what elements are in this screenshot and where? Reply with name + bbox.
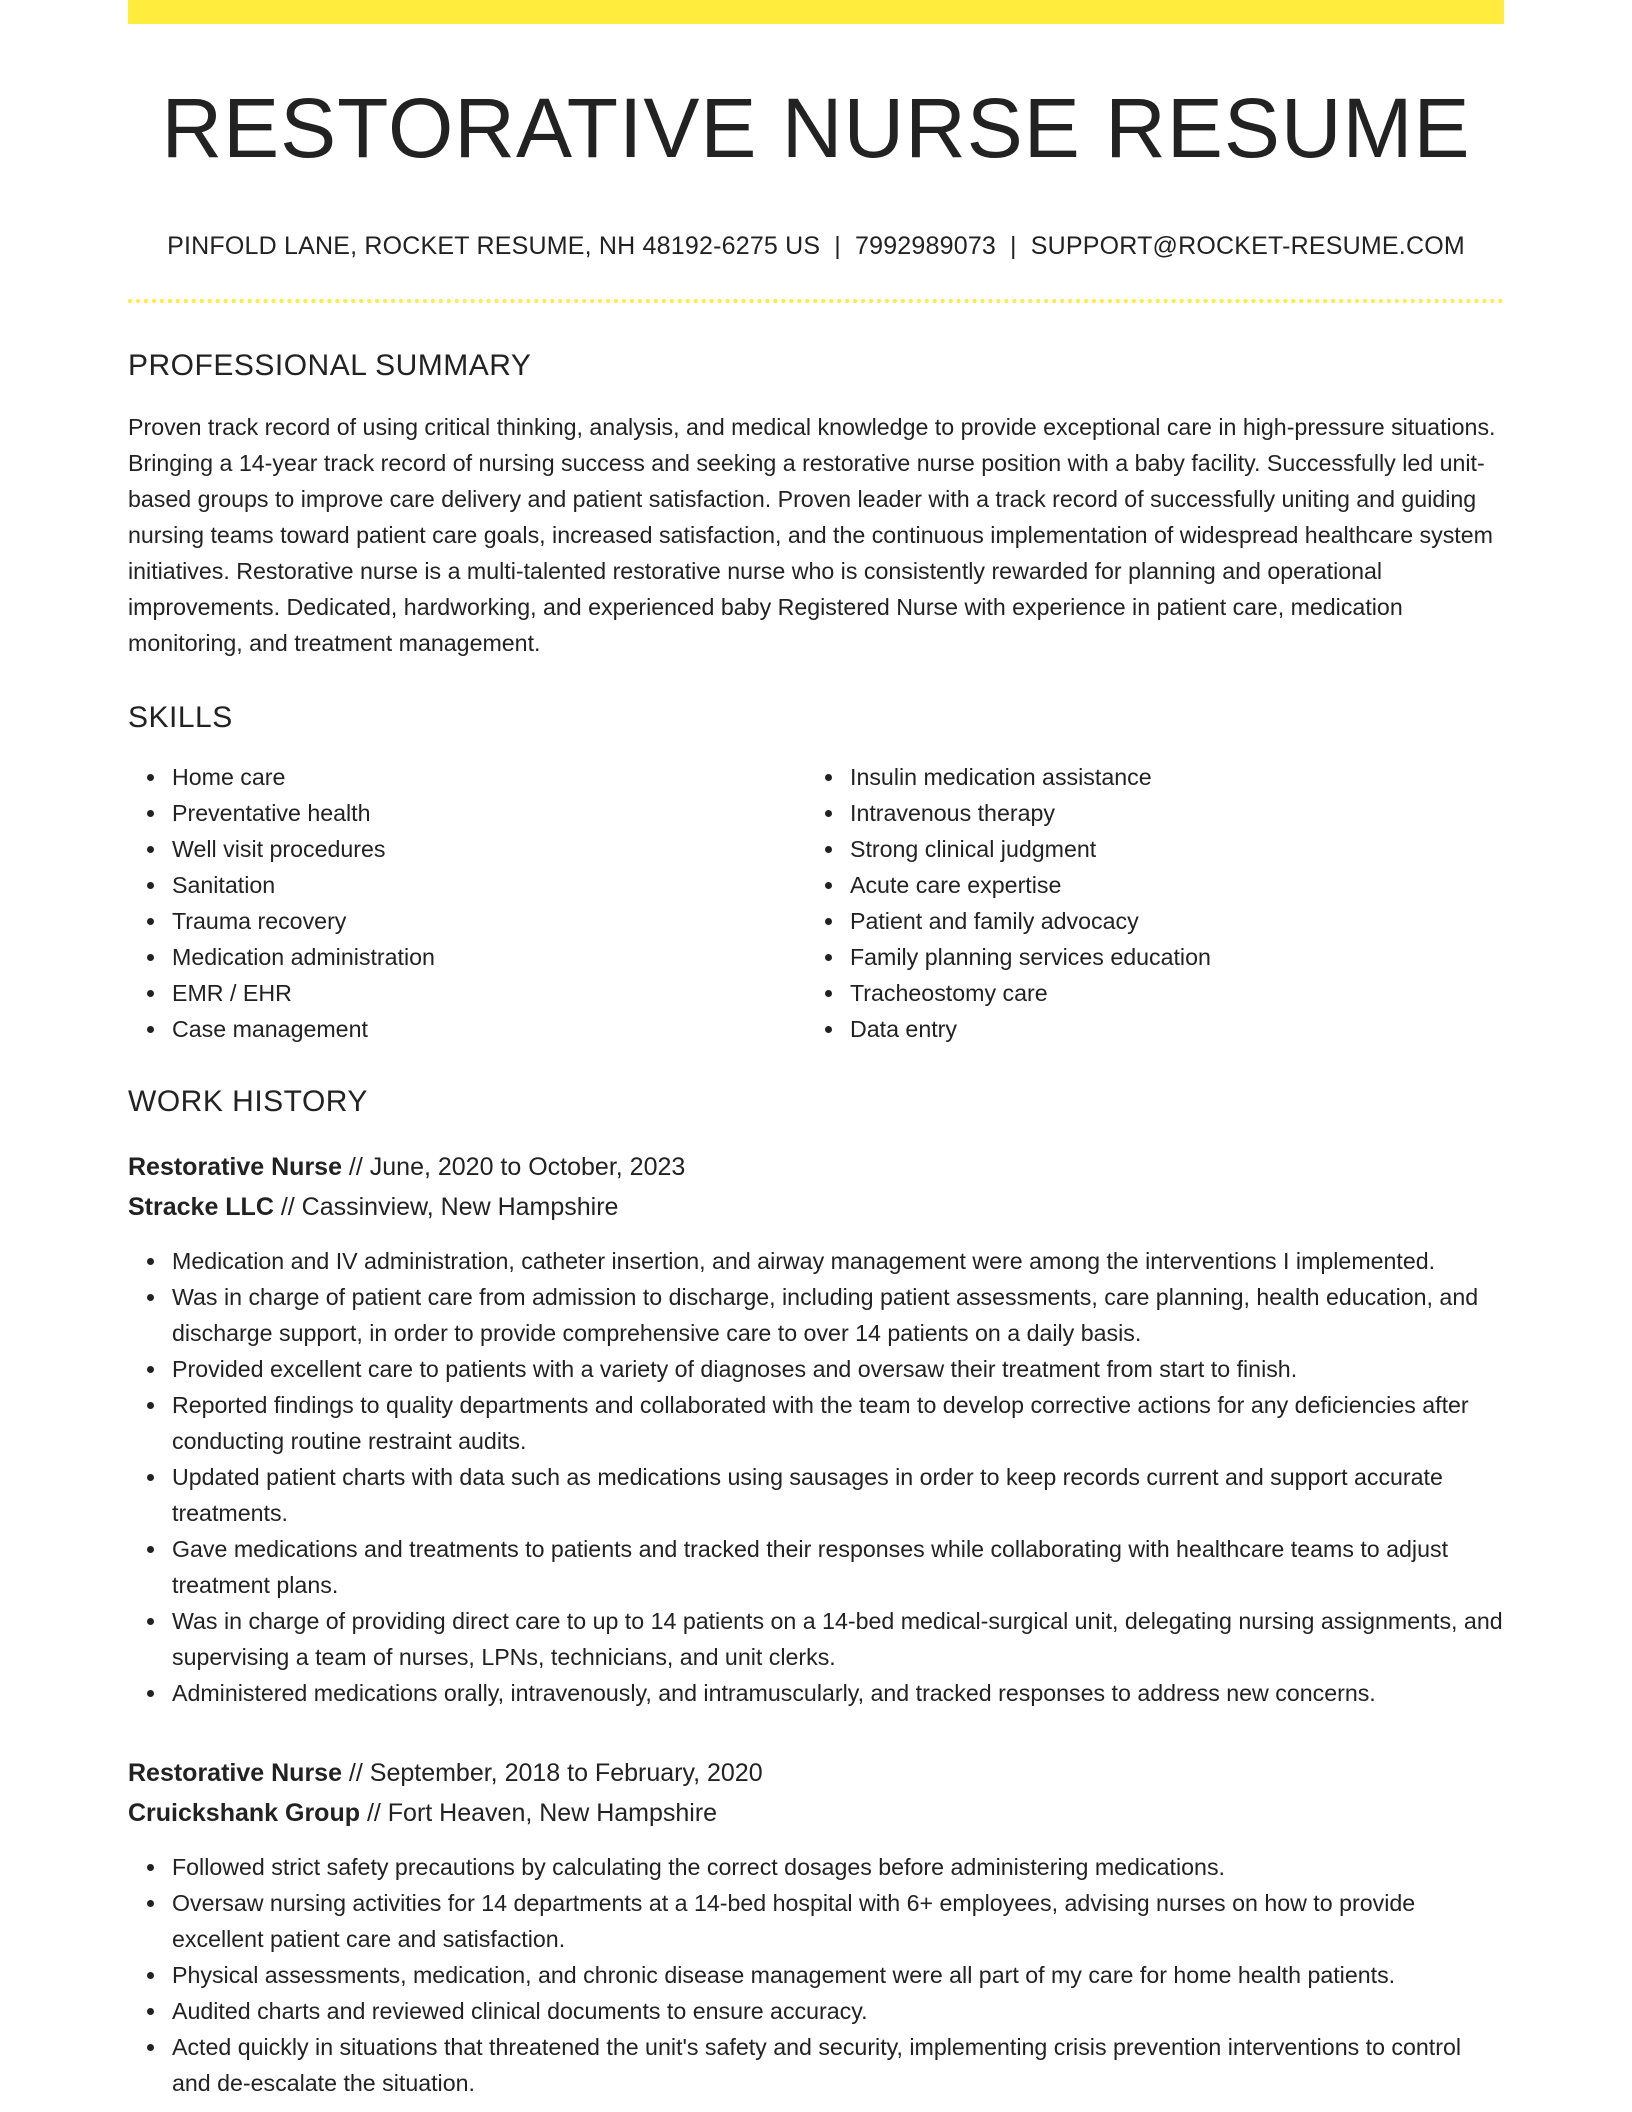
skill-item: Strong clinical judgment (850, 831, 1504, 867)
job-dates: // September, 2018 to February, 2020 (341, 1759, 763, 1788)
skills-column-left (128, 759, 806, 1047)
job-dates: // June, 2020 to October, 2023 (341, 1153, 686, 1182)
job-role-line (128, 1753, 1504, 1793)
skill-item: Intravenous therapy (850, 795, 1504, 831)
job-company-line (128, 1793, 1504, 1833)
contact-separator: | (834, 232, 841, 261)
job-bullet: Gave medications and treatments to patients and tracked their responses while collaborating with healthcare teams to adjust treatment plans. (172, 1531, 1504, 1603)
job-bullet: Audited charts and reviewed clinical documents to ensure accuracy. (172, 1993, 1504, 2029)
skill-item: Patient and family advocacy (850, 903, 1504, 939)
job-company: Cruickshank Group (128, 1799, 360, 1828)
job-company: Stracke LLC (128, 1193, 274, 1222)
skill-item: Trauma recovery (172, 903, 806, 939)
dotted-divider (128, 299, 1504, 303)
job-bullet: Reported findings to quality departments and collaborated with the team to develop corrective actions for any deficiencies after conducting routine restraint audits. (172, 1387, 1504, 1459)
job-bullet: Acted quickly in situations that threatened the unit's safety and security, implementing crisis prevention interventions to control and de-escalate the situation. (172, 2029, 1504, 2101)
skill-item: EMR / EHR (172, 975, 806, 1011)
top-accent-bar (128, 0, 1504, 24)
job-role: Restorative Nurse (128, 1759, 342, 1788)
job-bullet: Medication and IV administration, catheter insertion, and airway management were among the interventions I implemented. (172, 1243, 1504, 1279)
work-history-heading: WORK HISTORY (128, 1085, 368, 1119)
skill-item: Well visit procedures (172, 831, 806, 867)
skill-item: Acute care expertise (850, 867, 1504, 903)
skill-item: Preventative health (172, 795, 806, 831)
resume-title: RESTORATIVE NURSE RESUME (161, 81, 1471, 175)
job-role: Restorative Nurse (128, 1153, 342, 1182)
job-bullet: Followed strict safety precautions by calculating the correct dosages before administering medications. (172, 1849, 1504, 1885)
job-bullet: Administered medications orally, intravenously, and intramuscularly, and tracked responses to address new concerns. (172, 1675, 1504, 1711)
job-bullet: Was in charge of patient care from admission to discharge, including patient assessments, care planning, health education, and discharge support, in order to provide comprehensive care to over 14 patients on a daily basis. (172, 1279, 1504, 1351)
job-bullet-list (128, 1243, 1504, 1711)
skill-item: Data entry (850, 1011, 1504, 1047)
skills-grid (128, 759, 1504, 1047)
skill-item: Family planning services education (850, 939, 1504, 975)
skills-heading: SKILLS (128, 701, 233, 735)
job-bullet: Physical assessments, medication, and chronic disease management were all part of my care for home health patients. (172, 1957, 1504, 1993)
job-bullet: Provided excellent care to patients with a variety of diagnoses and oversaw their treatment from start to finish. (172, 1351, 1504, 1387)
job-bullet: Updated patient charts with data such as medications using sausages in order to keep records current and support accurate treatments. (172, 1459, 1504, 1531)
job-bullet: Was in charge of providing direct care to up to 14 patients on a 14-bed medical-surgical unit, delegating nursing assignments, and supervising a team of nurses, LPNs, technicians, and unit clerks. (172, 1603, 1504, 1675)
skills-column-right (806, 759, 1504, 1047)
job-bullet-list (128, 1849, 1504, 2101)
resume-page (128, 0, 1504, 2101)
job-bullet: Oversaw nursing activities for 14 departments at a 14-bed hospital with 6+ employees, advising nurses on how to provide excellent patient care and satisfaction. (172, 1885, 1504, 1957)
skill-item: Insulin medication assistance (850, 759, 1504, 795)
contact-separator: | (1010, 232, 1017, 261)
job-location: // Fort Heaven, New Hampshire (360, 1799, 718, 1828)
summary-heading: PROFESSIONAL SUMMARY (128, 349, 532, 383)
contact-email: SUPPORT@ROCKET-RESUME.COM (1030, 232, 1465, 261)
skill-item: Tracheostomy care (850, 975, 1504, 1011)
job-role-line (128, 1147, 1504, 1187)
skill-item: Sanitation (172, 867, 806, 903)
job-entry (128, 1147, 1504, 1711)
skill-item: Medication administration (172, 939, 806, 975)
contact-phone: 7992989073 (855, 232, 997, 261)
skill-item: Case management (172, 1011, 806, 1047)
contact-line (128, 232, 1504, 261)
skill-item: Home care (172, 759, 806, 795)
job-entry (128, 1753, 1504, 2101)
summary-paragraph: Proven track record of using critical thinking, analysis, and medical knowledge to provide exceptional care in high-pressure situations. Bringing a 14-year track record of nursing success and seeking a restorative nurse position with a baby facility. Successfully led unit-based groups to improve care delivery and patient satisfaction. Proven leader with a track record of successfully uniting and guiding nursing teams toward patient care goals, increased satisfaction, and the continuous implementation of widespread healthcare system initiatives. Restorative nurse is a multi-talented restorative nurse who is consistently rewarded for planning and operational improvements. Dedicated, hardworking, and experienced baby Registered Nurse with experience in patient care, medication monitoring, and treatment management. (128, 414, 1496, 657)
contact-address: PINFOLD LANE, ROCKET RESUME, NH 48192-6275 US (167, 232, 821, 261)
job-location: // Cassinview, New Hampshire (273, 1193, 619, 1222)
job-company-line (128, 1187, 1504, 1227)
